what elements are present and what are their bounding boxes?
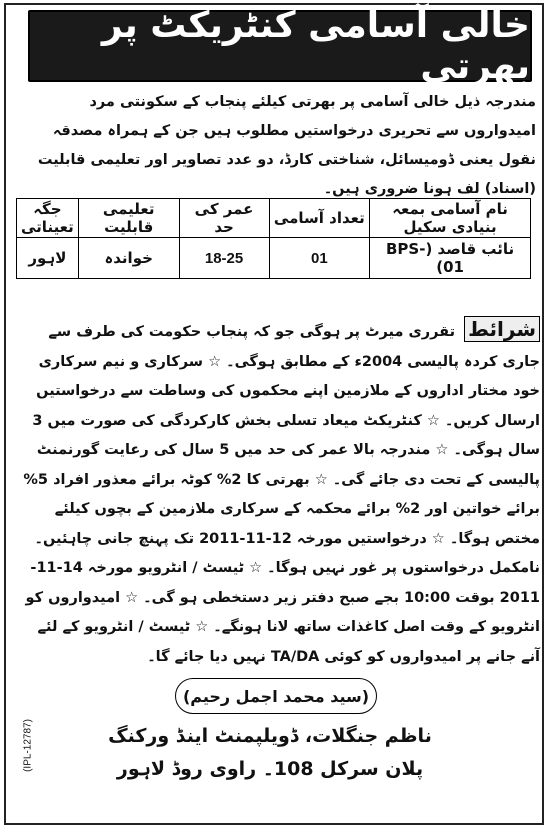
col-post-name: نام آسامی بمعہ بنیادی سکیل	[370, 199, 531, 238]
intro-paragraph: مندرجہ ذیل خالی آسامی پر بھرتی کیلئے پنجاب کے سکونتی مرد امیدواروں سے تحریری درخواستیں مطلوب ہیں جن کے ہمراہ مصدقہ نقول یعنی ڈومیسائل، شناختی کارڈ، دو عدد تصاویر اور تعلیمی قابلیت (اسناد) لف ہونا ضروری ہیں۔	[37, 94, 536, 197]
conditions-block	[20, 315, 540, 672]
col-posting-place: جگہ تعیناتی	[17, 199, 79, 238]
conditions-text: تقرری میرٹ پر ہوگی جو کہ پنجاب حکومت کی طرف سے جاری کردہ پالیسی 2004ء کے مطابق ہوگی۔ ☆ سرکاری و نیم سرکاری خود مختار اداروں کے ملازمین اپنے محکموں کی وساطت سے درخواستیں ارسال کریں۔ ☆ کنٹریکٹ میعاد تسلی بخش کارکردگی کی صورت میں 3 سال ہوگی۔ ☆ مندرجہ بالا عمر کی حد میں 5 سال کی رعایت گورنمنٹ پالیسی کے تحت دی جائے گی۔ ☆ بھرتی کا 2% کوٹہ برائے معذور افراد 5% برائے خواتین اور 2% برائے محکمہ کے سرکاری ملازمین کے بچوں کیلئے مختص ہوگا۔ ☆ درخواستیں مورخہ 12-11-2011 تک پہنچ جانی چاہئیں۔ نامکمل درخواستوں پر غور نہیں ہوگا۔ ☆ ٹیسٹ / انٹرویو مورخہ 14-11-2011 بوقت 10:00 بجے صبح دفتر زیر دستخطی ہو گی۔ ☆ امیدواروں کو انٹرویو کے وقت اصل کاغذات ساتھ لانا ہونگے۔ ☆ ٹیسٹ / انٹرویو کے لئے آنے جانے پر امیدواروں کو کوئی TA/DA نہیں دیا جائے گا۔	[23, 324, 540, 665]
signatory-designation: ناظم جنگلات، ڈویلپمنٹ اینڈ ورکنگ	[108, 725, 432, 747]
posts-table	[16, 198, 531, 279]
col-post-count: تعداد آسامی	[269, 199, 370, 238]
table-header-row	[17, 199, 531, 238]
signatory-office: پلان سرکل 108۔ راوی روڈ لاہور	[116, 758, 424, 780]
signatory-name-box	[175, 678, 377, 714]
title-banner	[28, 5, 532, 87]
col-qualification: تعلیمی قابلیت	[78, 199, 179, 238]
conditions-label: شرائط	[464, 316, 540, 342]
table-row	[17, 238, 531, 279]
page-title: خالی آسامی کنٹریکٹ پر بھرتی	[101, 5, 530, 87]
ipl-reference: (IPL-12787)	[22, 719, 34, 772]
cell-qualification: خواندہ	[78, 238, 179, 279]
cell-post-count: 01	[269, 238, 370, 279]
cell-age-limit: 18-25	[179, 238, 269, 279]
cell-post-name: نائب قاصد (BPS-01)	[370, 238, 531, 279]
col-age-limit: عمر کی حد	[179, 199, 269, 238]
signatory-name: (سید محمد اجمل رحیم)	[182, 686, 370, 706]
cell-posting-place: لاہور	[17, 238, 79, 279]
